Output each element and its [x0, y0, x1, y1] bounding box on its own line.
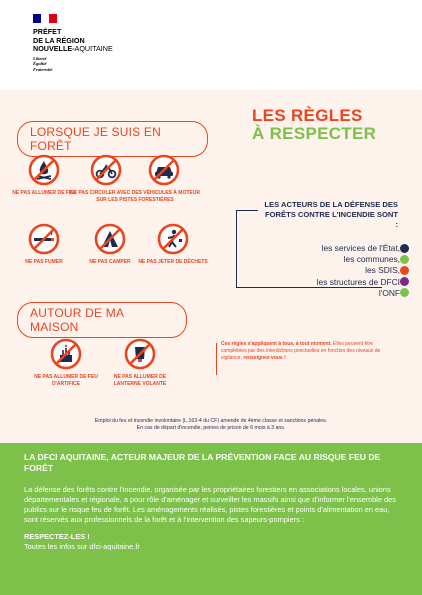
actors-title: LES ACTEURS DE LA DÉFENSE DES FORÊTS CONTRE L'INCENDIE SONT :	[258, 198, 398, 232]
car-forbidden-icon	[148, 154, 180, 186]
actor-onf: l'ONF	[378, 287, 400, 298]
prefecture-title-region	[33, 45, 113, 54]
cigarette-forbidden-icon	[28, 223, 60, 255]
home-section-heading: AUTOUR DE MA MAISON	[17, 302, 187, 338]
flag-red	[49, 14, 57, 23]
title-line-1: LES RÈGLES	[252, 106, 363, 125]
motto-liberte: Liberté	[33, 56, 47, 61]
actor-dot-state-services	[400, 244, 409, 253]
rule-label-no-motor-vehicles: NE PAS CIRCULER AVEC DES VÉHICULES À MOTEUR SUR LES PISTES FORESTIÈRES	[70, 190, 200, 203]
motto-egalite: Égalité	[33, 61, 47, 67]
rule-no-fireworks	[26, 338, 106, 387]
page-title	[252, 107, 376, 143]
dfci-call-to-action: RESPECTEZ-LES !	[24, 532, 90, 541]
rule-no-sky-lantern	[100, 338, 180, 387]
flag-white	[41, 14, 49, 23]
title-line-2: À RESPECTER	[252, 124, 377, 143]
sky-lantern-forbidden-icon	[124, 338, 156, 370]
prefecture-title-line-2: DE LA RÉGION	[33, 35, 85, 45]
rule-label-no-camping: NE PAS CAMPER	[89, 259, 131, 265]
actors-list	[262, 243, 400, 299]
actor-communes: les communes,	[343, 254, 400, 265]
actor-dot-onf	[400, 288, 409, 297]
region-name-rest: AQUITAINE	[74, 44, 113, 54]
campfire-forbidden-icon	[28, 154, 60, 186]
note-strong: Ces règles s'appliquent à tous, à tout moment.	[221, 341, 332, 347]
prefecture-title-line-1: PRÉFET	[33, 27, 62, 36]
vigilance-note	[221, 341, 393, 361]
dfci-title: LA DFCI AQUITAINE, ACTEUR MAJEUR DE LA PRÉVENTION FACE AU RISQUE FEU DE FORÊT	[24, 452, 381, 473]
legal-notice	[0, 418, 422, 432]
dfci-website-link[interactable]: Toutes les infos sur dfci-aquitaine.fr	[24, 542, 140, 551]
rule-label-no-fire: NE PAS ALLUMER DE FEU	[12, 190, 76, 196]
note-accent-bar	[216, 343, 217, 375]
republic-motto	[33, 56, 52, 72]
fireworks-forbidden-icon	[50, 338, 82, 370]
french-flag-logo	[33, 14, 57, 23]
page-header	[0, 0, 422, 90]
note-text: Elles peuvent être complétées par des interdictions ponctuelles en fonction des niveaux de vigilance,	[221, 341, 381, 361]
actor-sdis: les SDIS,	[365, 265, 400, 276]
forest-section-heading: LORSQUE JE SUIS EN FORÊT	[17, 121, 208, 157]
rule-label-no-sky-lantern: NE PAS ALLUMER DE LANTERNE VOLANTE	[113, 374, 167, 387]
rule-no-littering	[133, 223, 213, 266]
rule-label-no-smoking: NE PAS FUMER	[25, 259, 63, 265]
dfci-body: La défense des forêts contre l'incendie, organisée par les propriétaires forestiers en associations locales, unions départementales et régionale, a pour rôle d'aménager et surveiller les massifs ainsi que d'informer l'ensemble des publics sur le risque feu de forêt. Les aménagements réalisés, pistes forestières et points d'alimentation en eau, sont réservés aux professionnels de la forêt et à l'intervention des sapeurs-pompiers :	[24, 485, 396, 524]
rule-label-no-littering: NE PAS JETER DE DÉCHETS	[138, 259, 208, 265]
actor-dfci-structures: les structures de DFCI	[316, 276, 400, 287]
flag-blue	[33, 14, 41, 23]
rule-no-motor-vehicles	[70, 154, 200, 203]
legal-line-2: En cas de départ d'incendie, peines de prison de 6 mois à 3 ans.	[136, 425, 286, 431]
motorbike-forbidden-icon	[90, 154, 122, 186]
region-name-bold: NOUVELLE-	[33, 44, 75, 54]
actor-dot-communes	[400, 255, 409, 264]
prefecture-title	[33, 28, 113, 54]
tent-forbidden-icon	[94, 223, 126, 255]
littering-forbidden-icon	[157, 223, 189, 255]
actor-dot-dfci-structures	[400, 277, 409, 286]
actor-dot-sdis	[400, 266, 409, 275]
note-link: renseignez-vous !	[243, 354, 286, 361]
motto-fraternite: Fraternité	[33, 66, 53, 72]
actor-state-services: les services de l'État,	[321, 243, 400, 253]
rule-label-no-fireworks: NE PAS ALLUMER DE FEU D'ARTIFICE	[34, 374, 98, 387]
legal-line-1: Emploi du feu et incendie involontaire (L.163-4 du CF) amende de 4ème classe et sanctions pénales.	[94, 418, 328, 424]
